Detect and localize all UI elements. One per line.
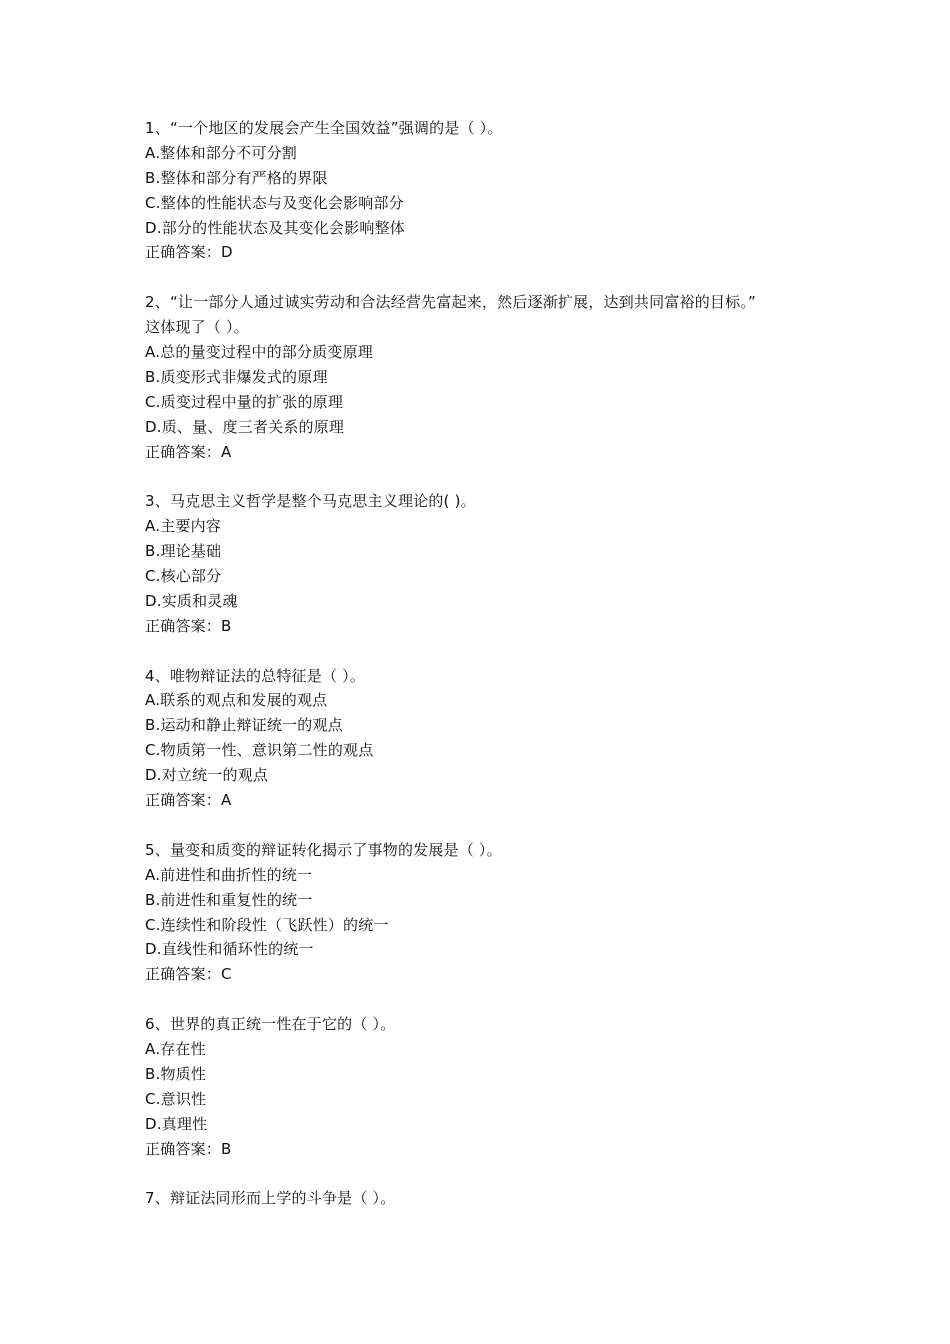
- option-b: B.整体和部分有严格的界限: [145, 168, 328, 187]
- option-d: D.对立统一的观点: [145, 766, 269, 785]
- option-a: A.总的量变过程中的部分质变原理: [145, 343, 373, 362]
- question-2: [145, 290, 825, 464]
- document-page: [145, 116, 825, 1236]
- option-c: C.物质第一性、意识第二性的观点: [145, 741, 374, 760]
- answer-line: 正确答案：D: [145, 243, 233, 262]
- question-stem: 5、量变和质变的辩证转化揭示了事物的发展是（ ）。: [145, 840, 502, 859]
- option-a: A.联系的观点和发展的观点: [145, 691, 328, 710]
- question-3: [145, 489, 825, 638]
- option-a: A.存在性: [145, 1039, 206, 1058]
- answer-line: 正确答案：C: [145, 965, 232, 984]
- question-stem: 3、马克思主义哲学是整个马克思主义理论的( )。: [145, 492, 476, 511]
- option-b: B.物质性: [145, 1064, 207, 1083]
- option-c: C.整体的性能状态与及变化会影响部分: [145, 193, 404, 212]
- question-stem: 1、“一个地区的发展会产生全国效益”强调的是（ ）。: [145, 119, 503, 137]
- option-b: B.运动和静止辩证统一的观点: [145, 716, 343, 735]
- option-d: D.质、量、度三者关系的原理: [145, 417, 345, 436]
- option-a: A.主要内容: [145, 517, 221, 536]
- question-5: [145, 838, 825, 987]
- answer-line: 正确答案：A: [145, 791, 232, 810]
- question-7: [145, 1186, 825, 1211]
- answer-line: 正确答案：B: [145, 616, 232, 635]
- option-c: C.连续性和阶段性（飞跃性）的统一: [145, 915, 389, 934]
- option-d: D.部分的性能状态及其变化会影响整体: [145, 218, 405, 237]
- question-stem: 2、“让一部分人通过诚实劳动和合法经营先富起来，然后逐渐扩展，达到共同富裕的目标。”: [145, 293, 756, 312]
- option-c: C.意识性: [145, 1089, 207, 1108]
- question-stem: 6、世界的真正统一性在于它的（ ）。: [145, 1015, 396, 1034]
- question-1: [145, 116, 825, 265]
- option-b: B.质变形式非爆发式的原理: [145, 367, 328, 386]
- option-b: B.前进性和重复性的统一: [145, 890, 313, 909]
- option-d: D.直线性和循环性的统一: [145, 940, 314, 959]
- option-d: D.实质和灵魂: [145, 591, 238, 610]
- question-stem: 7、辩证法同形而上学的斗争是（ ）。: [145, 1189, 396, 1208]
- option-c: C.核心部分: [145, 567, 222, 586]
- question-4: [145, 664, 825, 813]
- question-6: [145, 1012, 825, 1161]
- answer-line: 正确答案：A: [145, 442, 232, 461]
- option-d: D.真理性: [145, 1114, 208, 1133]
- option-c: C.质变过程中量的扩张的原理: [145, 392, 344, 411]
- answer-line: 正确答案：B: [145, 1139, 232, 1158]
- option-a: A.前进性和曲折性的统一: [145, 865, 313, 884]
- question-stem-continued: 这体现了（ ）。: [145, 318, 249, 337]
- option-a: A.整体和部分不可分割: [145, 143, 297, 162]
- question-stem: 4、唯物辩证法的总特征是（ ）。: [145, 666, 366, 685]
- option-b: B.理论基础: [145, 542, 222, 561]
